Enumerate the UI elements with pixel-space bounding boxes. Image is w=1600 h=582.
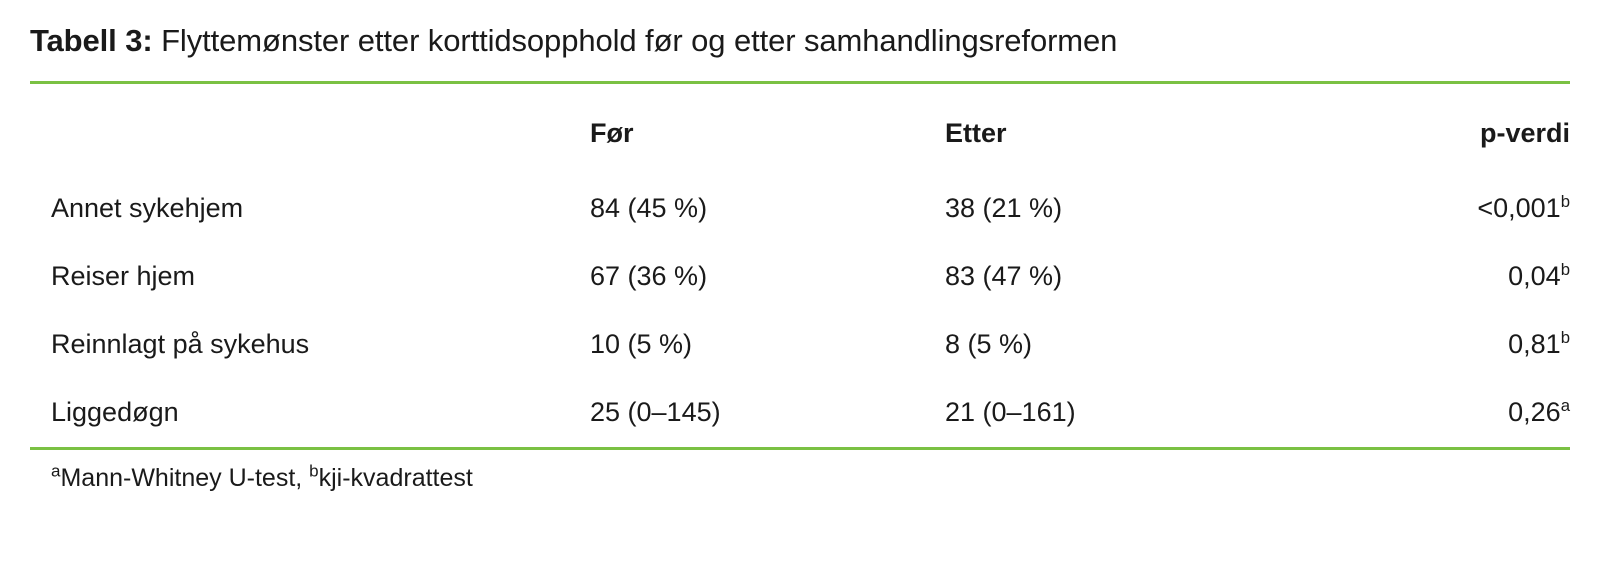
- cell-pvalue-text: <0,001: [1477, 193, 1561, 224]
- row-label: Liggedøgn: [51, 397, 179, 428]
- table-row: [30, 379, 1570, 447]
- column-header-blank: [30, 84, 590, 175]
- cell-after: 38 (21 %): [945, 193, 1063, 224]
- data-table: [30, 84, 1570, 447]
- footnote-marker-b: b: [309, 461, 319, 481]
- row-label: Reiser hjem: [51, 261, 196, 292]
- cell-after: 21 (0–161): [945, 397, 1076, 428]
- table-footnote: [30, 450, 1570, 493]
- table-row: [30, 175, 1570, 243]
- cell-pvalue-text: 0,81: [1508, 329, 1561, 360]
- cell-pvalue-footnote-marker: a: [1560, 396, 1570, 416]
- table-body: [30, 175, 1570, 447]
- cell-pvalue: [1315, 243, 1570, 311]
- table-row: [30, 311, 1570, 379]
- cell-pvalue: [1315, 311, 1570, 379]
- cell-before: 25 (0–145): [590, 397, 721, 428]
- column-header-etter: Etter: [945, 118, 1007, 149]
- table-head: [30, 84, 1570, 175]
- table-caption-text: Flyttemønster etter korttidsopphold før og etter samhandlingsreformen: [161, 23, 1118, 58]
- cell-pvalue-footnote-marker: b: [1560, 192, 1570, 212]
- table-header-row: [30, 84, 1570, 175]
- column-header-for: Før: [590, 118, 634, 149]
- column-header-pverdi: p-verdi: [1479, 118, 1570, 149]
- footnote-marker-a: a: [51, 461, 61, 481]
- table-row: [30, 243, 1570, 311]
- table-caption: [30, 0, 1570, 81]
- cell-before: 67 (36 %): [590, 261, 708, 292]
- table-caption-label: Tabell 3:: [30, 23, 153, 58]
- cell-before: 10 (5 %): [590, 329, 693, 360]
- footnote-text-b: kji-kvadrattest: [318, 464, 473, 493]
- cell-before: 84 (45 %): [590, 193, 708, 224]
- cell-pvalue-text: 0,26: [1508, 397, 1561, 428]
- cell-after: 8 (5 %): [945, 329, 1033, 360]
- row-label: Annet sykehjem: [51, 193, 244, 224]
- row-label: Reinnlagt på sykehus: [51, 329, 310, 360]
- cell-pvalue: [1315, 175, 1570, 243]
- cell-pvalue: [1315, 379, 1570, 447]
- cell-pvalue-footnote-marker: b: [1560, 260, 1570, 280]
- cell-after: 83 (47 %): [945, 261, 1063, 292]
- footnote-text-a: Mann-Whitney U-test,: [60, 464, 310, 493]
- cell-pvalue-footnote-marker: b: [1560, 328, 1570, 348]
- cell-pvalue-text: 0,04: [1508, 261, 1561, 292]
